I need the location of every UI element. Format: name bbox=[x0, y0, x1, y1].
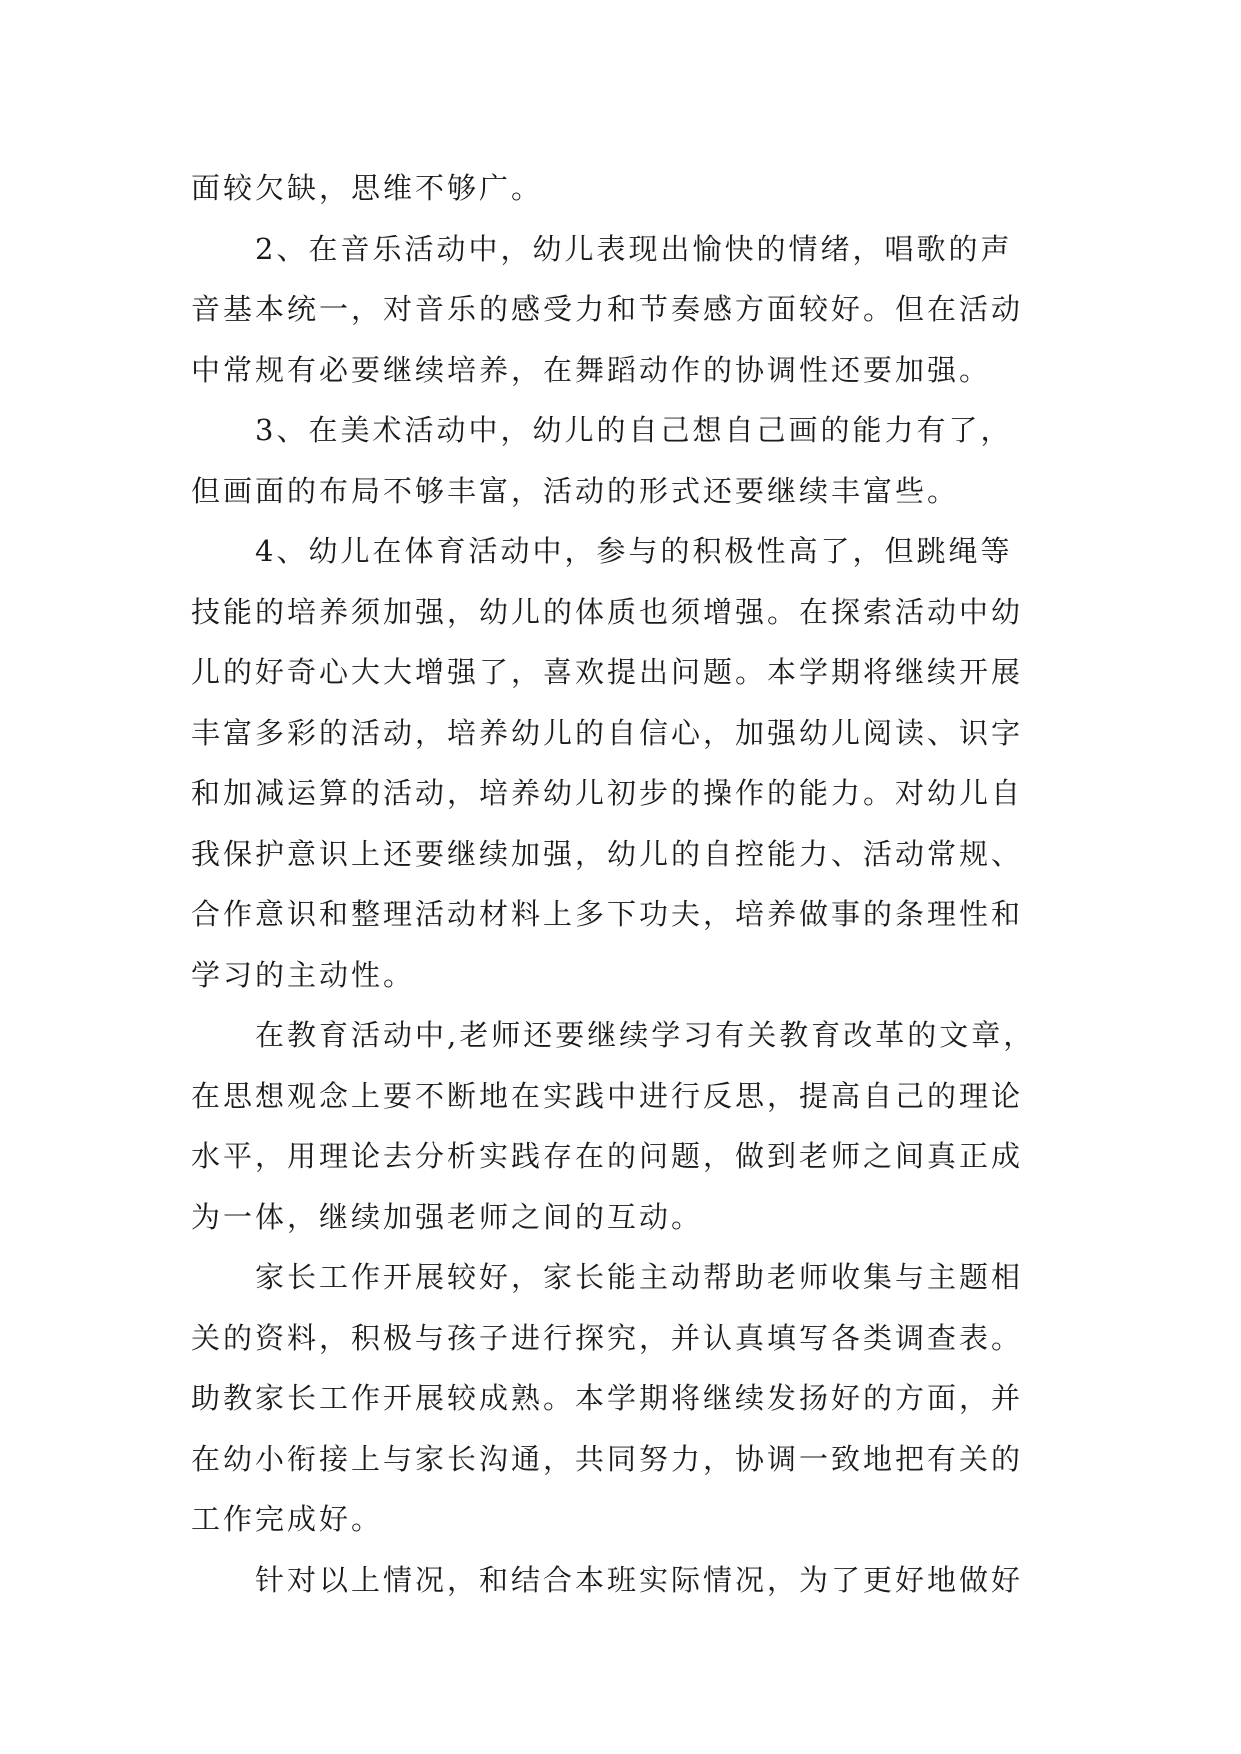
text-line: 为一体，继续加强老师之间的互动。 bbox=[191, 1199, 704, 1234]
text-line: 我保护意识上还要继续加强，幼儿的自控能力、活动常规、 bbox=[191, 836, 1024, 871]
text-line: 技能的培养须加强，幼儿的体质也须增强。在探索活动中幼 bbox=[191, 594, 1024, 629]
text-line: 在教育活动中,老师还要继续学习有关教育改革的文章， bbox=[255, 1018, 1036, 1052]
text-line: 关的资料，积极与孩子进行探究，并认真填写各类调查表。 bbox=[191, 1320, 1024, 1355]
text-line: 助教家长工作开展较成熟。本学期将继续发扬好的方面，并 bbox=[191, 1381, 1024, 1415]
text-line: 面较欠缺，思维不够广。 bbox=[191, 171, 544, 205]
text-line: 工作完成好。 bbox=[191, 1502, 384, 1536]
text-line: 和加减运算的活动，培养幼儿初步的操作的能力。对幼儿自 bbox=[191, 776, 1024, 810]
text-line: 2、在音乐活动中，幼儿表现出愉快的情绪，唱歌的声 bbox=[255, 231, 1013, 266]
text-line: 在思想观念上要不断地在实践中进行反思，提高自己的理论 bbox=[191, 1078, 1024, 1113]
document-body bbox=[191, 158, 1051, 1610]
text-line: 中常规有必要继续培养，在舞蹈动作的协调性还要加强。 bbox=[191, 352, 992, 387]
text-line: 学习的主动性。 bbox=[191, 957, 416, 992]
text-line: 针对以上情况，和结合本班实际情况，为了更好地做好 bbox=[255, 1562, 1024, 1597]
text-line: 家长工作开展较好，家长能主动帮助老师收集与主题相 bbox=[255, 1260, 1024, 1294]
text-line: 合作意识和整理活动材料上多下功夫，培养做事的条理性和 bbox=[191, 897, 1024, 931]
text-line: 儿的好奇心大大增强了，喜欢提出问题。本学期将继续开展 bbox=[191, 655, 1024, 689]
text-line: 音基本统一，对音乐的感受力和节奏感方面较好。但在活动 bbox=[191, 292, 1024, 326]
text-line: 4、幼儿在体育活动中，参与的积极性高了，但跳绳等 bbox=[255, 534, 1013, 568]
text-line: 在幼小衔接上与家长沟通，共同努力，协调一致地把有关的 bbox=[191, 1441, 1024, 1476]
text-line: 丰富多彩的活动，培养幼儿的自信心，加强幼儿阅读、识字 bbox=[191, 715, 1024, 750]
text-line: 但画面的布局不够丰富，活动的形式还要继续丰富些。 bbox=[191, 473, 960, 508]
text-line: 3、在美术活动中，幼儿的自己想自己画的能力有了， bbox=[255, 413, 1013, 447]
text-line: 水平，用理论去分析实践存在的问题，做到老师之间真正成 bbox=[191, 1139, 1024, 1173]
